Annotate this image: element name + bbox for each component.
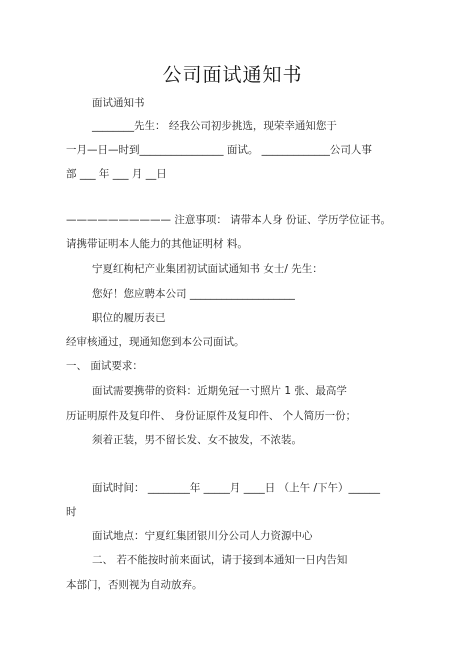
application-line: 您好！您应聘本公司 ____________________ (92, 288, 295, 300)
company-notice-line: 宁夏红枸杞产业集团初试面试通知书 女士/ 先生： (92, 263, 323, 275)
documents-required-line: 面试需要携带的资料：近期免冠一寸照片 1 张、最高学 (92, 385, 347, 397)
department-date-line: 部 ___ 年 ___ 月 __日 (66, 168, 167, 180)
subtitle: 面试通知书 (92, 97, 145, 109)
notice-line: —————————— 注意事项： 请带本人身 份证、学历学位证书。 (66, 214, 392, 226)
dress-code-line: 须着正装，男不留长发、女不披发，不浓装。 (92, 434, 302, 446)
interview-location-line: 面试地点：宁夏红集团银川分公司人力资源中心 (92, 530, 313, 542)
resume-line: 职位的履历表已 (92, 312, 166, 324)
section-one-heading: 一、 面试要求： (66, 360, 143, 372)
materials-line: 请携带证明本人能力的其他证明材 料。 (66, 238, 248, 250)
document-title: 公司面试通知书 (162, 64, 303, 86)
certificates-line: 历证明原件及复印件、 身份证原件及复印件、 个人简历一份； (66, 410, 357, 422)
interview-time-line: 面试时间： ________年 _____月 ____日 （上午 /下午）______ (92, 482, 380, 494)
section-two-line: 二、 若不能按时前来面试，请于接到本通知一日内告知 (92, 554, 348, 566)
forfeit-line: 本部门，否则视为自动放弃。 (66, 579, 203, 591)
time-suffix: 时 (66, 506, 77, 518)
time-place-line: 一月—日—时到________________ 面试。 _____________公司人事 (66, 144, 372, 156)
greeting-line: ________先生： 经我公司初步挑选，现荣幸通知您于 (92, 120, 337, 132)
approved-line: 经审核通过，现通知您到本公司面试。 (66, 336, 245, 348)
